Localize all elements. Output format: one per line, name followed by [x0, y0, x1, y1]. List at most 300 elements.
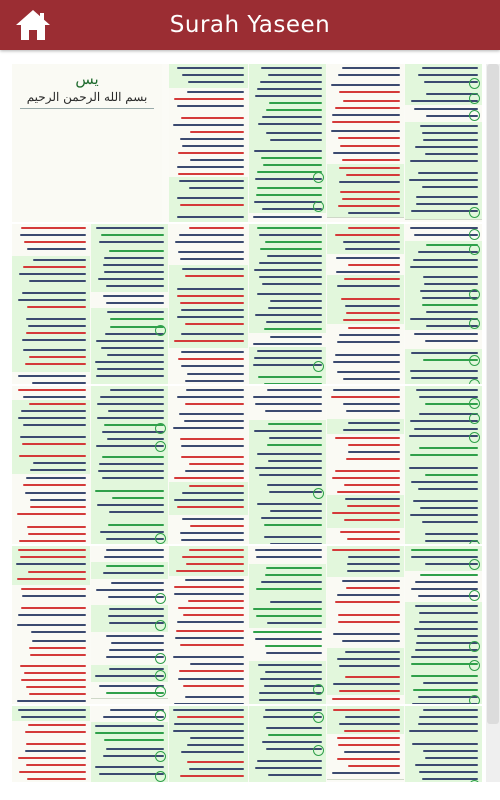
text-column — [91, 386, 168, 544]
text-line — [26, 332, 86, 334]
text-line — [30, 506, 86, 508]
translation-cell — [327, 546, 404, 578]
text-line — [174, 499, 244, 501]
text-line — [348, 227, 400, 229]
text-line — [331, 396, 400, 398]
verse-cell — [405, 256, 482, 274]
text-line — [411, 656, 478, 658]
translation-cell — [169, 285, 248, 307]
verse-cell — [405, 653, 482, 673]
mushaf-page[interactable] — [12, 64, 482, 782]
verse-cell — [249, 757, 326, 782]
text-column — [91, 706, 168, 782]
translation-cell — [12, 568, 90, 586]
home-button[interactable] — [14, 8, 52, 42]
text-line — [179, 413, 244, 415]
text-line — [257, 187, 322, 189]
text-line — [265, 709, 322, 711]
text-line — [336, 257, 400, 259]
text-line — [22, 443, 86, 445]
text-line — [181, 365, 244, 367]
verse-cell — [249, 450, 326, 482]
text-column — [405, 224, 482, 384]
text-line — [20, 234, 86, 236]
text-column — [249, 706, 326, 782]
text-line — [106, 748, 164, 750]
text-line — [335, 601, 400, 603]
text-line — [413, 259, 478, 261]
text-line — [27, 248, 86, 250]
text-line — [253, 364, 322, 366]
text-line — [177, 216, 244, 218]
text-line — [333, 709, 400, 711]
text-line — [97, 504, 164, 506]
text-line — [108, 615, 164, 617]
text-line — [270, 336, 322, 338]
text-line — [99, 241, 164, 243]
translation-cell — [327, 591, 404, 612]
text-line — [255, 403, 322, 405]
text-line — [17, 700, 86, 702]
text-line — [181, 333, 244, 335]
text-line — [104, 257, 164, 259]
text-line — [180, 302, 244, 304]
text-line — [419, 621, 478, 623]
text-line — [345, 305, 400, 307]
text-line — [183, 614, 244, 616]
translation-cell — [12, 400, 90, 434]
text-line — [102, 431, 164, 433]
text-line — [410, 266, 478, 268]
text-line — [411, 663, 478, 665]
text-line — [265, 241, 322, 243]
text-line — [342, 580, 400, 582]
text-line — [190, 663, 244, 665]
verse-number-marker — [155, 653, 166, 664]
verse-cell — [249, 290, 326, 305]
text-line — [269, 102, 322, 104]
text-line — [107, 311, 164, 313]
verse-cell — [91, 323, 168, 338]
verse-number-marker — [155, 771, 166, 782]
text-line — [26, 318, 86, 320]
text-line — [106, 549, 164, 551]
text-line — [261, 517, 322, 519]
text-line — [348, 422, 400, 424]
text-line — [411, 210, 478, 212]
text-line — [106, 285, 164, 287]
text-line — [265, 645, 322, 647]
text-line — [181, 445, 244, 447]
text-line — [27, 526, 86, 528]
translation-cell — [169, 576, 248, 605]
text-line — [28, 533, 86, 535]
text-line — [422, 186, 478, 188]
text-line — [341, 298, 400, 300]
verse-number-marker — [469, 413, 480, 424]
scrollbar[interactable] — [486, 64, 500, 782]
text-column — [169, 386, 248, 544]
content-area — [0, 50, 500, 800]
text-line — [190, 737, 244, 739]
text-line — [344, 519, 400, 521]
translation-cell — [169, 453, 248, 483]
text-column — [12, 546, 90, 704]
text-line — [414, 428, 478, 430]
translation-cell — [169, 627, 248, 654]
text-line — [25, 492, 86, 494]
verse-cell — [405, 464, 482, 498]
text-line — [339, 91, 400, 93]
text-line — [425, 533, 478, 535]
text-line — [18, 375, 86, 377]
text-line — [266, 132, 322, 134]
verse-cell — [405, 386, 482, 411]
translation-cell — [169, 675, 248, 694]
text-line — [108, 410, 164, 412]
text-line — [254, 357, 322, 359]
text-line — [411, 100, 478, 102]
verse-number-marker — [469, 660, 480, 671]
text-line — [342, 67, 400, 69]
verse-cell — [249, 481, 326, 501]
text-line — [177, 506, 244, 508]
text-line — [24, 241, 86, 243]
text-line — [419, 771, 478, 773]
text-line — [181, 117, 244, 119]
text-line — [409, 435, 478, 437]
text-line — [180, 438, 244, 440]
text-line — [410, 227, 478, 229]
text-line — [111, 642, 164, 644]
verse-cell — [405, 241, 482, 257]
text-line — [104, 739, 164, 741]
translation-cell — [327, 630, 404, 649]
text-column — [12, 386, 90, 544]
text-column — [169, 64, 248, 222]
verse-cell — [91, 745, 168, 764]
text-line — [346, 458, 400, 460]
verse-cell — [91, 521, 168, 546]
text-line — [420, 507, 478, 509]
text-line — [339, 723, 400, 725]
text-line — [26, 743, 86, 745]
text-line — [106, 302, 164, 304]
header-divider — [20, 108, 154, 109]
text-line — [422, 304, 478, 306]
text-line — [173, 124, 244, 126]
verse-number-marker — [155, 593, 166, 604]
text-line — [19, 540, 86, 542]
verse-cell — [405, 105, 482, 123]
text-line — [338, 614, 400, 616]
page-title: Surah Yaseen — [169, 12, 331, 38]
verse-cell — [249, 724, 326, 758]
verse-cell — [405, 349, 482, 368]
text-line — [25, 363, 86, 365]
verse-cell — [249, 386, 326, 421]
text-line — [100, 396, 164, 398]
translation-cell — [12, 637, 90, 663]
home-icon — [14, 8, 52, 42]
app-bar — [0, 0, 500, 50]
translation-cell — [327, 734, 404, 749]
verse-cell — [91, 722, 168, 746]
text-line — [333, 389, 400, 391]
text-line — [18, 549, 86, 551]
text-line — [338, 205, 400, 207]
text-line — [332, 477, 400, 479]
text-line — [267, 484, 322, 486]
translation-cell — [12, 474, 90, 490]
text-line — [270, 510, 322, 512]
text-line — [342, 640, 400, 642]
text-line — [346, 312, 400, 314]
verse-cell — [405, 90, 482, 106]
text-line — [18, 709, 86, 711]
text-line — [423, 709, 478, 711]
text-line — [189, 549, 244, 551]
text-line — [29, 693, 86, 695]
text-line — [178, 607, 244, 609]
translation-cell — [327, 97, 404, 128]
verse-cell — [249, 628, 326, 643]
translation-cell — [327, 324, 404, 352]
text-line — [419, 612, 478, 614]
translation-cell — [327, 188, 404, 218]
text-line — [189, 227, 244, 229]
text-line — [343, 241, 400, 243]
text-line — [414, 628, 478, 630]
text-line — [265, 671, 322, 673]
verse-number-marker — [469, 110, 480, 121]
text-line — [411, 352, 478, 354]
text-line — [18, 614, 86, 616]
text-line — [185, 470, 244, 472]
text-column — [12, 706, 90, 782]
text-line — [411, 675, 478, 677]
text-line — [190, 525, 244, 527]
text-line — [257, 453, 322, 455]
text-line — [95, 361, 164, 363]
text-line — [21, 607, 86, 609]
text-line — [182, 518, 244, 520]
verse-number-marker — [155, 620, 166, 631]
text-line — [410, 514, 478, 516]
text-line — [422, 521, 478, 523]
text-line — [266, 109, 322, 111]
verse-cell — [91, 308, 168, 324]
verse-cell — [249, 546, 326, 565]
text-line — [187, 744, 244, 746]
verse-cell — [91, 605, 168, 633]
text-line — [177, 288, 244, 290]
text-line — [30, 654, 86, 656]
translation-cell — [169, 758, 248, 782]
text-line — [345, 248, 400, 250]
translation-cell — [327, 81, 404, 98]
text-line — [258, 376, 322, 378]
text-line — [339, 665, 400, 667]
verse-cell — [405, 444, 482, 465]
text-line — [348, 451, 400, 453]
translation-cell — [12, 546, 90, 569]
text-line — [106, 635, 164, 637]
translation-cell — [327, 495, 404, 529]
text-line — [28, 571, 86, 573]
text-line — [411, 377, 478, 379]
text-line — [32, 640, 86, 642]
translation-cell — [327, 434, 404, 468]
text-line — [420, 574, 478, 576]
translation-cell — [12, 489, 90, 524]
text-line — [333, 361, 400, 363]
text-line — [346, 410, 400, 412]
text-line — [24, 672, 86, 674]
verse-cell — [405, 571, 482, 603]
verse-number-marker — [155, 751, 166, 762]
text-line — [177, 716, 244, 718]
text-line — [257, 760, 322, 762]
text-line — [347, 505, 400, 507]
text-line — [33, 259, 86, 261]
text-line — [179, 234, 244, 236]
text-line — [106, 565, 164, 567]
text-line — [190, 131, 244, 133]
verse-cell — [405, 330, 482, 350]
text-line — [268, 734, 322, 736]
text-line — [344, 751, 400, 753]
scrollbar-thumb[interactable] — [487, 64, 499, 724]
text-line — [174, 340, 244, 342]
text-line — [338, 744, 400, 746]
verse-cell — [405, 497, 482, 531]
text-line — [107, 438, 164, 440]
verse-cell — [91, 351, 168, 386]
text-line — [413, 500, 478, 502]
translation-cell — [12, 585, 90, 605]
text-line — [254, 150, 322, 152]
text-line — [335, 234, 400, 236]
text-line — [345, 498, 400, 500]
text-line — [178, 678, 244, 680]
text-line — [264, 524, 322, 526]
text-line — [33, 462, 86, 464]
translation-cell — [169, 706, 248, 728]
text-line — [267, 622, 322, 624]
verse-cell — [249, 564, 326, 599]
translation-cell — [12, 740, 90, 755]
text-line — [418, 723, 478, 725]
translation-cell — [327, 127, 404, 143]
text-line — [411, 481, 478, 483]
text-line — [173, 656, 244, 658]
text-line — [337, 658, 400, 660]
translation-cell — [327, 673, 404, 696]
text-line — [97, 403, 164, 405]
text-column — [249, 546, 326, 704]
verse-cell — [249, 598, 326, 629]
text-line — [337, 594, 400, 596]
verse-cell — [405, 740, 482, 769]
text-line — [347, 563, 400, 565]
text-line — [415, 146, 478, 148]
verse-cell — [405, 706, 482, 741]
text-line — [174, 593, 244, 595]
text-line — [173, 427, 244, 429]
text-line — [104, 556, 164, 558]
text-line — [348, 556, 400, 558]
text-line — [20, 665, 86, 667]
translation-cell — [169, 330, 248, 349]
text-line — [409, 467, 478, 469]
text-line — [340, 531, 400, 533]
verse-cell — [91, 247, 168, 269]
text-line — [425, 153, 478, 155]
translation-cell — [169, 515, 248, 537]
text-line — [264, 328, 322, 330]
text-line — [101, 234, 164, 236]
text-line — [100, 531, 164, 533]
text-line — [268, 774, 322, 776]
text-line — [256, 615, 322, 617]
translation-cell — [327, 295, 404, 325]
text-line — [22, 595, 86, 597]
text-line — [260, 248, 322, 250]
text-line — [414, 108, 478, 110]
verse-cell — [249, 64, 326, 100]
text-line — [102, 477, 164, 479]
text-line — [18, 299, 86, 301]
text-line — [257, 350, 322, 352]
verse-cell — [405, 136, 482, 170]
text-line — [266, 727, 322, 729]
text-line — [268, 423, 322, 425]
text-line — [186, 389, 244, 391]
text-column — [405, 706, 482, 782]
text-line — [261, 581, 322, 583]
text-line — [410, 318, 478, 320]
verse-number-marker — [155, 441, 166, 452]
verse-cell — [91, 632, 168, 666]
text-line — [337, 371, 400, 373]
text-line — [270, 300, 322, 302]
text-line — [26, 477, 86, 479]
text-line — [337, 285, 400, 287]
text-line — [339, 167, 400, 169]
verse-number-marker — [313, 488, 324, 499]
text-line — [346, 587, 400, 589]
text-line — [174, 723, 244, 725]
verse-cell — [249, 224, 326, 260]
verse-cell — [91, 224, 168, 248]
verse-number-marker — [469, 398, 480, 409]
text-line — [21, 227, 86, 229]
text-line — [174, 477, 244, 479]
text-line — [98, 278, 164, 280]
text-line — [180, 204, 244, 206]
text-line — [99, 463, 164, 465]
text-line — [344, 484, 400, 486]
verse-number-marker — [469, 641, 480, 652]
text-line — [19, 455, 86, 457]
text-line — [182, 492, 244, 494]
text-line — [256, 588, 322, 590]
text-line — [27, 778, 86, 780]
text-line — [181, 751, 244, 753]
translation-cell — [169, 224, 248, 249]
verse-cell — [405, 64, 482, 91]
